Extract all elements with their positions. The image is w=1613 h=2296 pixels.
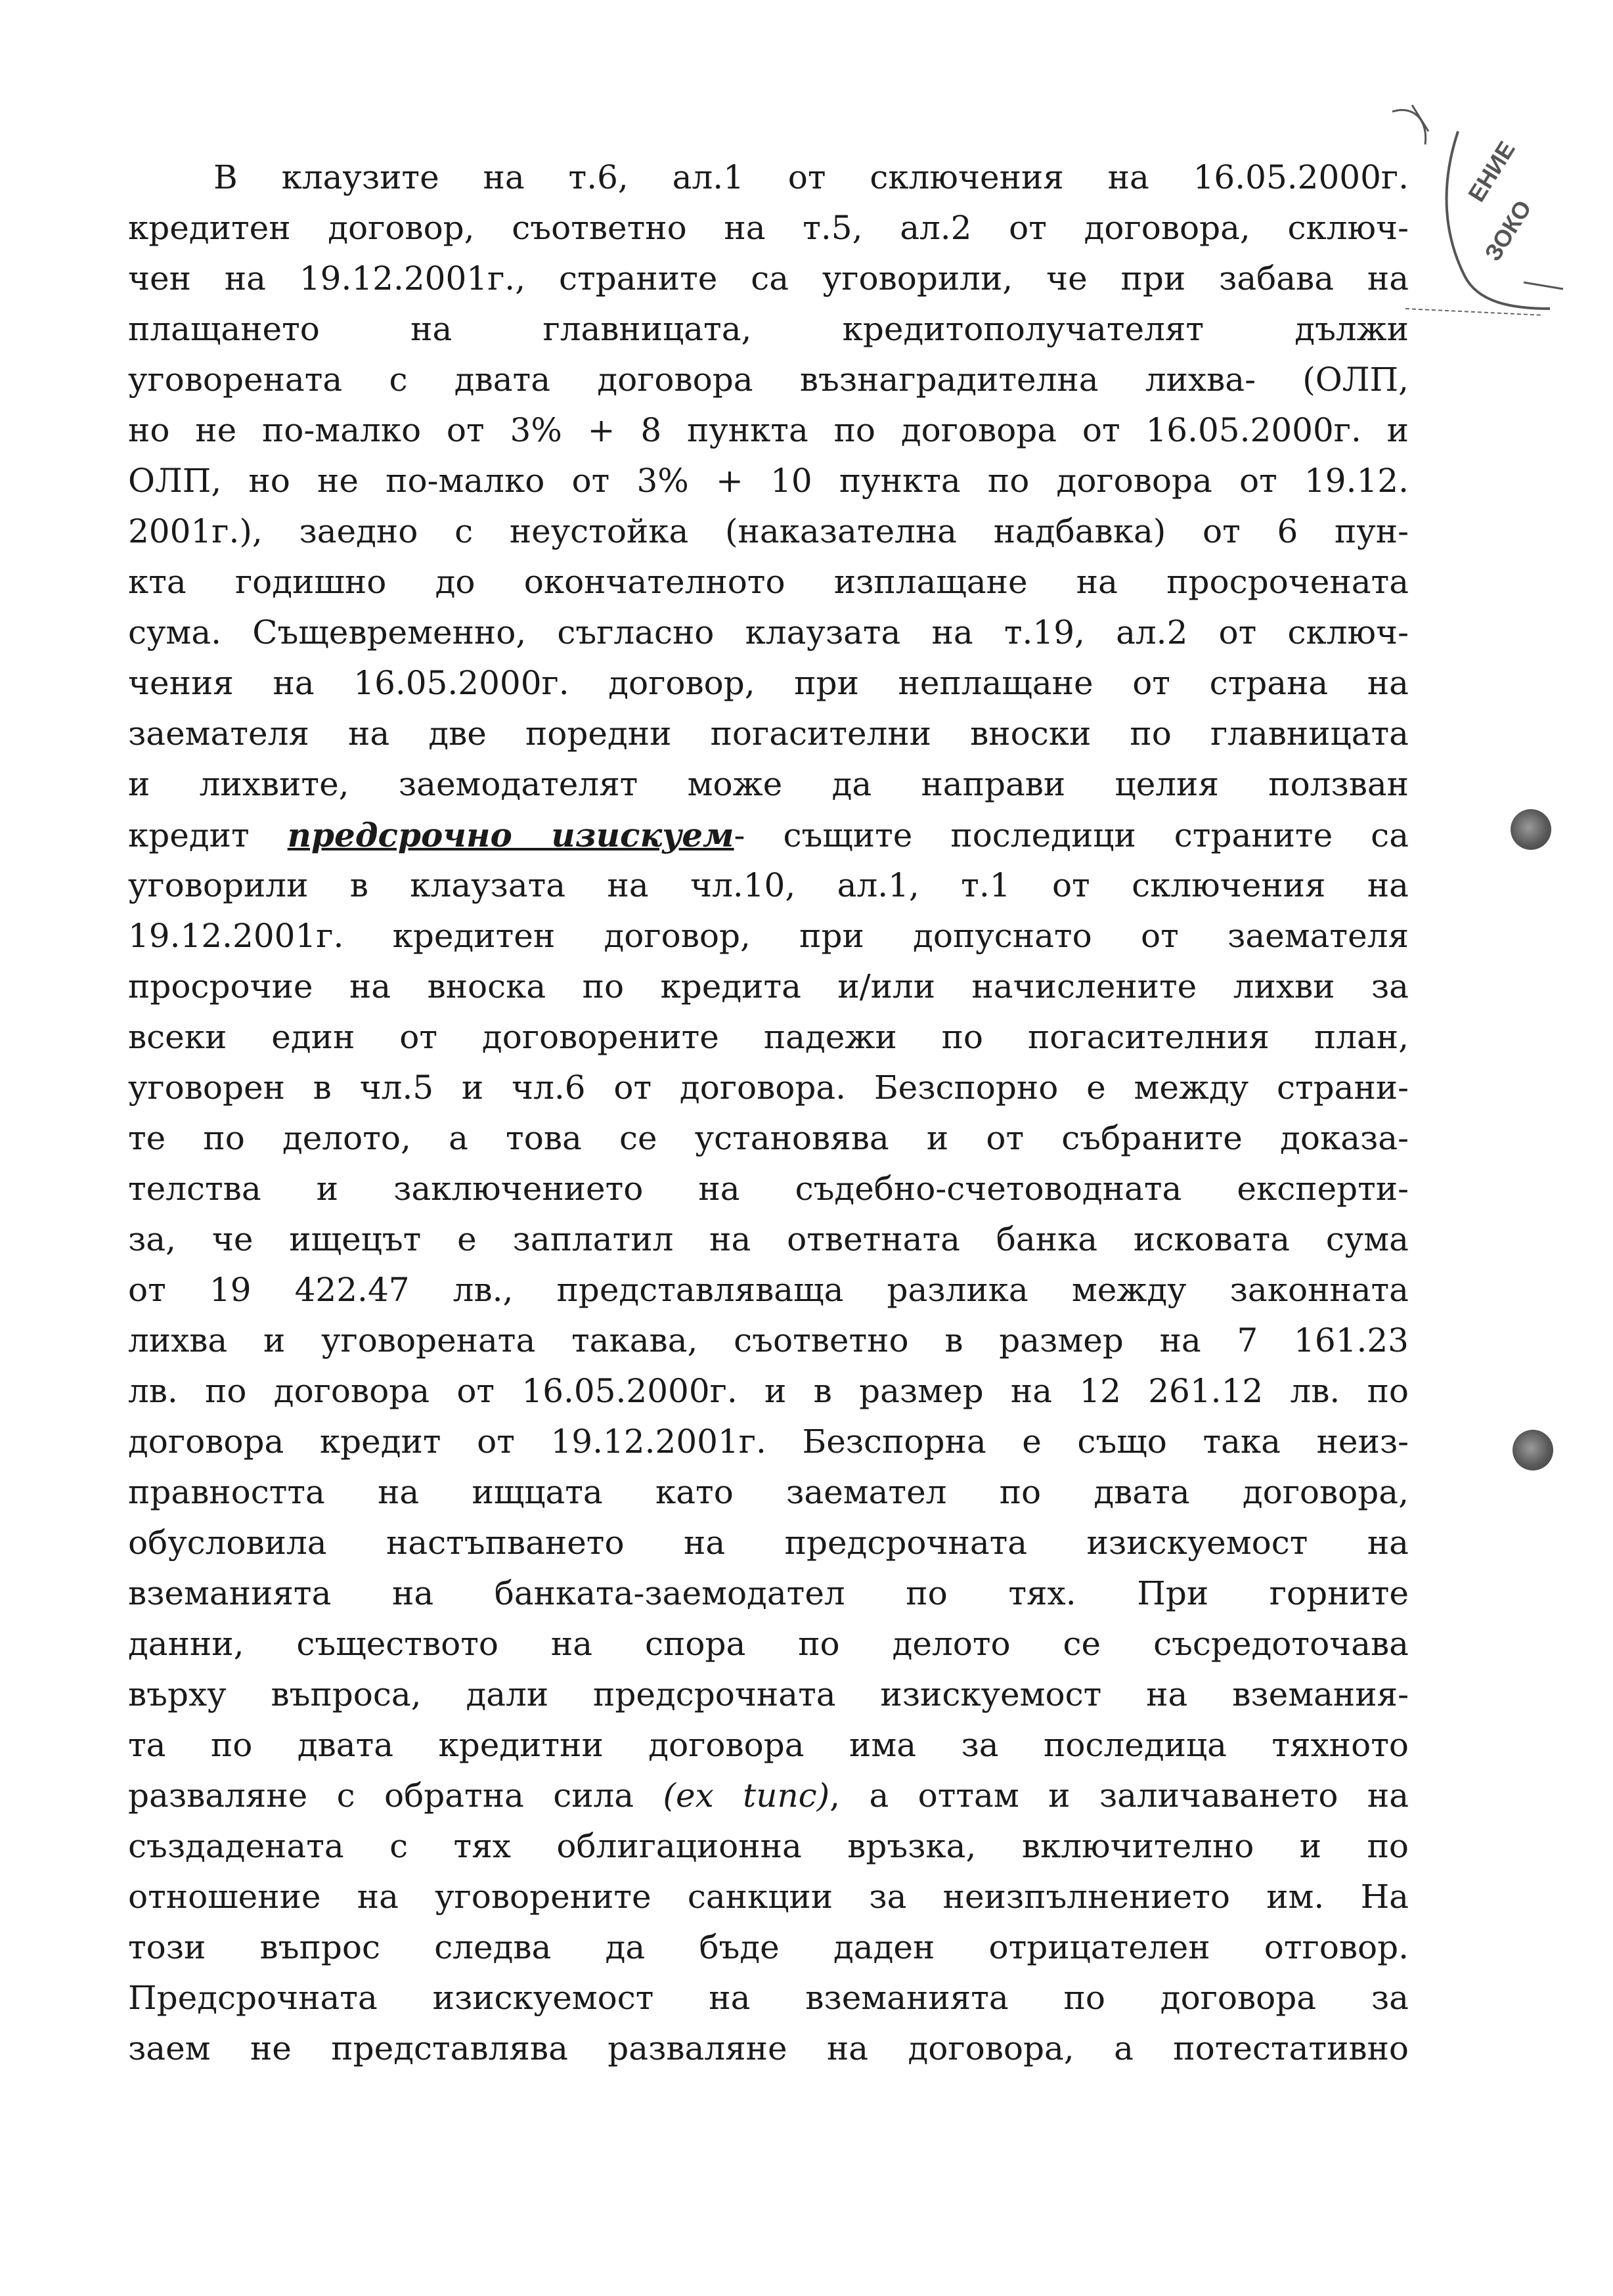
text-line: лихва и уговорената такава, съответно в размер на 7 161.23	[128, 1321, 1409, 1359]
text-line: заемателя на две поредни погасителни вноски по главницата	[128, 715, 1409, 753]
text-line: ОЛП, но не по-малко от 3% + 10 пункта по договора от 19.12.	[128, 462, 1409, 500]
text-line: сума. Същевременно, съгласно клаузата на т.19, ал.2 от сключ-	[128, 613, 1409, 651]
text-line: чения на 16.05.2000г. договор, при неплащане от страна на	[128, 664, 1409, 702]
body-text	[128, 152, 1409, 2074]
text-line: този въпрос следва да бъде даден отрицателен отговор.	[128, 1928, 1409, 1966]
text-line: кредитен договор, съответно на т.5, ал.2 от договора, сключ-	[128, 209, 1409, 247]
stamp-fragment-2: ЗОКО	[1479, 195, 1537, 266]
text-line	[128, 1771, 1409, 1821]
text-line: уговорили в клаузата на чл.10, ал.1, т.1 от сключения на	[128, 866, 1409, 904]
text-line: Предсрочната изискуемост на вземанията по договора за	[128, 1979, 1409, 2017]
text-line: данни, съществото на спора по делото се съсредоточава	[128, 1625, 1409, 1663]
text-line: договора кредит от 19.12.2001г. Безспорна е също така неиз-	[128, 1423, 1409, 1461]
text-line: те по делото, а това се установява и от събраните доказа-	[128, 1119, 1409, 1157]
text-line: кта годишно до окончателното изплащане на просрочената	[128, 563, 1409, 601]
text-line: от 19 422.47 лв., представляваща разлика между законната	[128, 1271, 1409, 1309]
latin-term: (ex tunc)	[663, 1777, 830, 1815]
text-line: уговорен в чл.5 и чл.6 от договора. Безспорно е между страни-	[128, 1069, 1409, 1107]
text-line	[128, 810, 1409, 860]
text-segment: - същите последици страните са	[734, 816, 1409, 854]
punch-hole	[1513, 1430, 1553, 1470]
text-segment: разваляне с обратна сила	[128, 1777, 663, 1815]
text-line: уговорената с двата договора възнаградителна лихва- (ОЛП,	[128, 361, 1409, 399]
text-line: но не по-малко от 3% + 8 пункта по договора от 16.05.2000г. и	[128, 411, 1409, 449]
stamp-fragment-1: ЕНИЕ	[1463, 136, 1520, 207]
text-line: телства и заключението на съдебно-счетоводната експерти-	[128, 1170, 1409, 1208]
text-line: върху въпроса, дали предсрочната изискуемост на вземания-	[128, 1675, 1409, 1713]
text-segment: , а оттам и заличаването на	[829, 1777, 1409, 1815]
text-line: просрочие на вноска по кредита и/или начислените лихви за	[128, 967, 1409, 1005]
text-line: В клаузите на т.6, ал.1 от сключения на 16.05.2000г.	[213, 158, 1409, 196]
text-line: плащането на главницата, кредитополучателят дължи	[128, 310, 1409, 348]
text-line: 2001г.), заедно с неустойка (наказателна надбавка) от 6 пун-	[128, 512, 1409, 550]
text-line: за, че ищецът е заплатил на ответната банка исковата сума	[128, 1220, 1409, 1258]
text-line: и лихвите, заемодателят може да направи целия ползван	[128, 765, 1409, 803]
text-line: вземанията на банката-заемодател по тях. При горните	[128, 1574, 1409, 1612]
text-line: заем не представлява разваляне на договора, а потестативно	[128, 2029, 1409, 2067]
text-line: чен на 19.12.2001г., страните са уговорили, че при забава на	[128, 259, 1409, 298]
text-line: правността на ищцата като заемател по двата договора,	[128, 1473, 1409, 1511]
text-line: отношение на уговорените санкции за неизпълнението им. На	[128, 1878, 1409, 1916]
emphasized-term: предсрочно изискуем	[287, 816, 734, 854]
text-line: всеки един от договорените падежи по погасителния план,	[128, 1018, 1409, 1056]
text-line: обусловила настъпването на предсрочната изискуемост на	[128, 1524, 1409, 1562]
punch-hole	[1511, 809, 1551, 850]
text-line: лв. по договора от 16.05.2000г. и в размер на 12 261.12 лв. по	[128, 1372, 1409, 1410]
text-line: 19.12.2001г. кредитен договор, при допуснато от заемателя	[128, 917, 1409, 955]
text-line: та по двата кредитни договора има за последица тяхното	[128, 1726, 1409, 1764]
text-segment: кредит	[128, 816, 288, 854]
text-line: създадената с тях облигационна връзка, включително и по	[128, 1827, 1409, 1865]
